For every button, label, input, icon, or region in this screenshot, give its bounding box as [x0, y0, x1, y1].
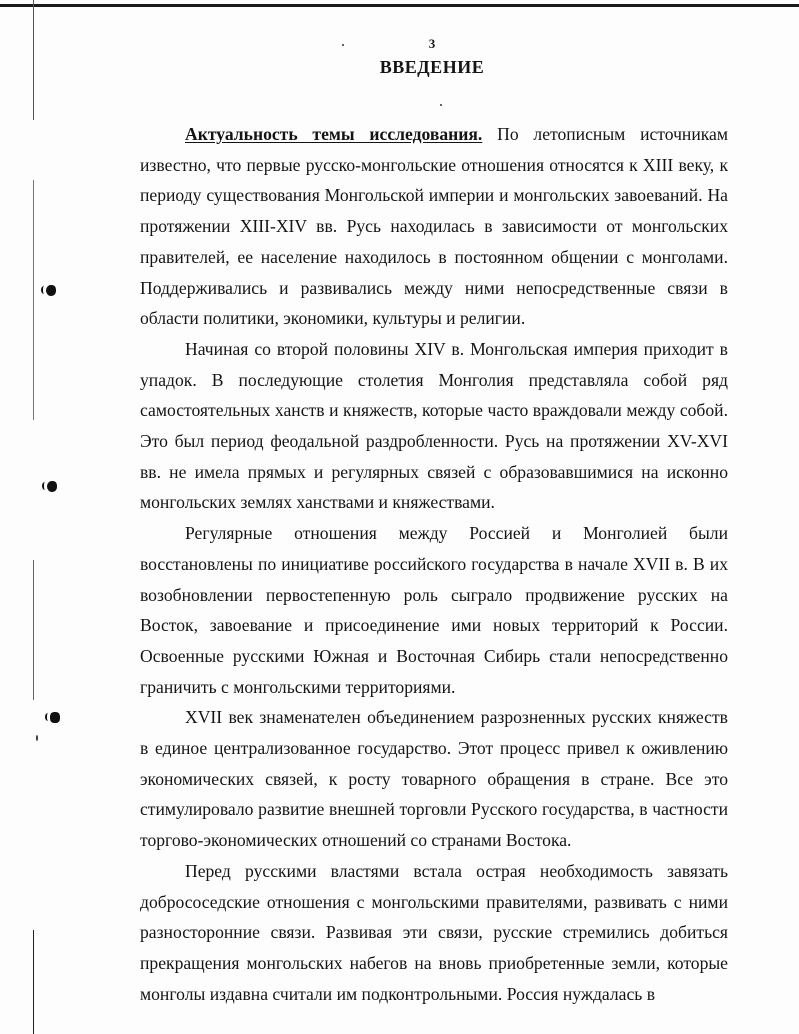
paragraph — [140, 856, 728, 1010]
scan-speck — [440, 104, 442, 106]
paragraph-text: Перед русскими властями встала острая необходимость завязать добрососедские отношения с монгольскими правителями, развивать с ними разносторонние связи. Развивая эти связи, русские стремились добиться прекращения монгольских набегов на вновь приобретенные земли, которые монголы издавна считали им подконтрольными. Россия нуждалась в — [140, 860, 728, 1004]
binding-hole-mark — [50, 712, 60, 723]
paragraph-text: Начиная со второй половины XIV в. Монгольская империя приходит в упадок. В последующие столетия Монголия представляла собой ряд самостоятельных ханств и княжеств, которые часто враждовали между собой. Это был период феодальной раздробленности. Русь на протяжении XV-XVI вв. не имела прямых и регулярных связей с образовавшимися на исконно монгольских землях ханствами и княжествами. — [140, 338, 728, 513]
binding-hole-mark — [46, 285, 56, 296]
paragraph-text: Регулярные отношения между Россией и Монголией были восстановлены по инициативе российского государства в начале XVII в. В их возобновлении первостепенную роль сыграло продвижение русских на Восток, завоевание и присоединение ими новых территорий к России. Освоенные русскими Южная и Восточная Сибирь стали непосредственно граничить с монгольскими территориями. — [140, 523, 728, 697]
body-text — [140, 119, 728, 1009]
paragraph — [140, 518, 728, 702]
page-title: ВВЕДЕНИЕ — [379, 57, 485, 77]
page-number: 3 — [428, 36, 436, 51]
paragraph-lead: Актуальность темы исследования. — [185, 124, 483, 144]
paragraph — [140, 334, 728, 518]
scan-speck — [36, 735, 38, 741]
scan-left-edge — [33, 0, 34, 1034]
paragraph — [140, 119, 728, 334]
paragraph-text: По летописным источникам известно, что первые русско-монгольские отношения относятся к XIII веку, к периоду существования Монгольской империи и монгольских завоеваний. На протяжении XIII-XIV вв. Русь находилась в зависимости от монгольских правителей, ее население находилось в постоянном общении с монголами. Поддерживались и развивались между ними непосредственные связи в области политики, экономики, культуры и религии. — [140, 124, 728, 329]
scan-top-border — [0, 4, 799, 7]
paragraph-text: XVII век знаменателен объединением разрозненных русских княжеств в единое централизованное государство. Этот процесс привел к оживлению экономических связей, к росту товарного обращения в стране. Все это стимулировало развитие внешней торговли Русского государства, в частности торгово-экономических отношений со странами Востока. — [140, 707, 728, 851]
paragraph — [140, 702, 728, 856]
scan-speck — [342, 44, 344, 46]
binding-hole-mark — [47, 481, 57, 492]
